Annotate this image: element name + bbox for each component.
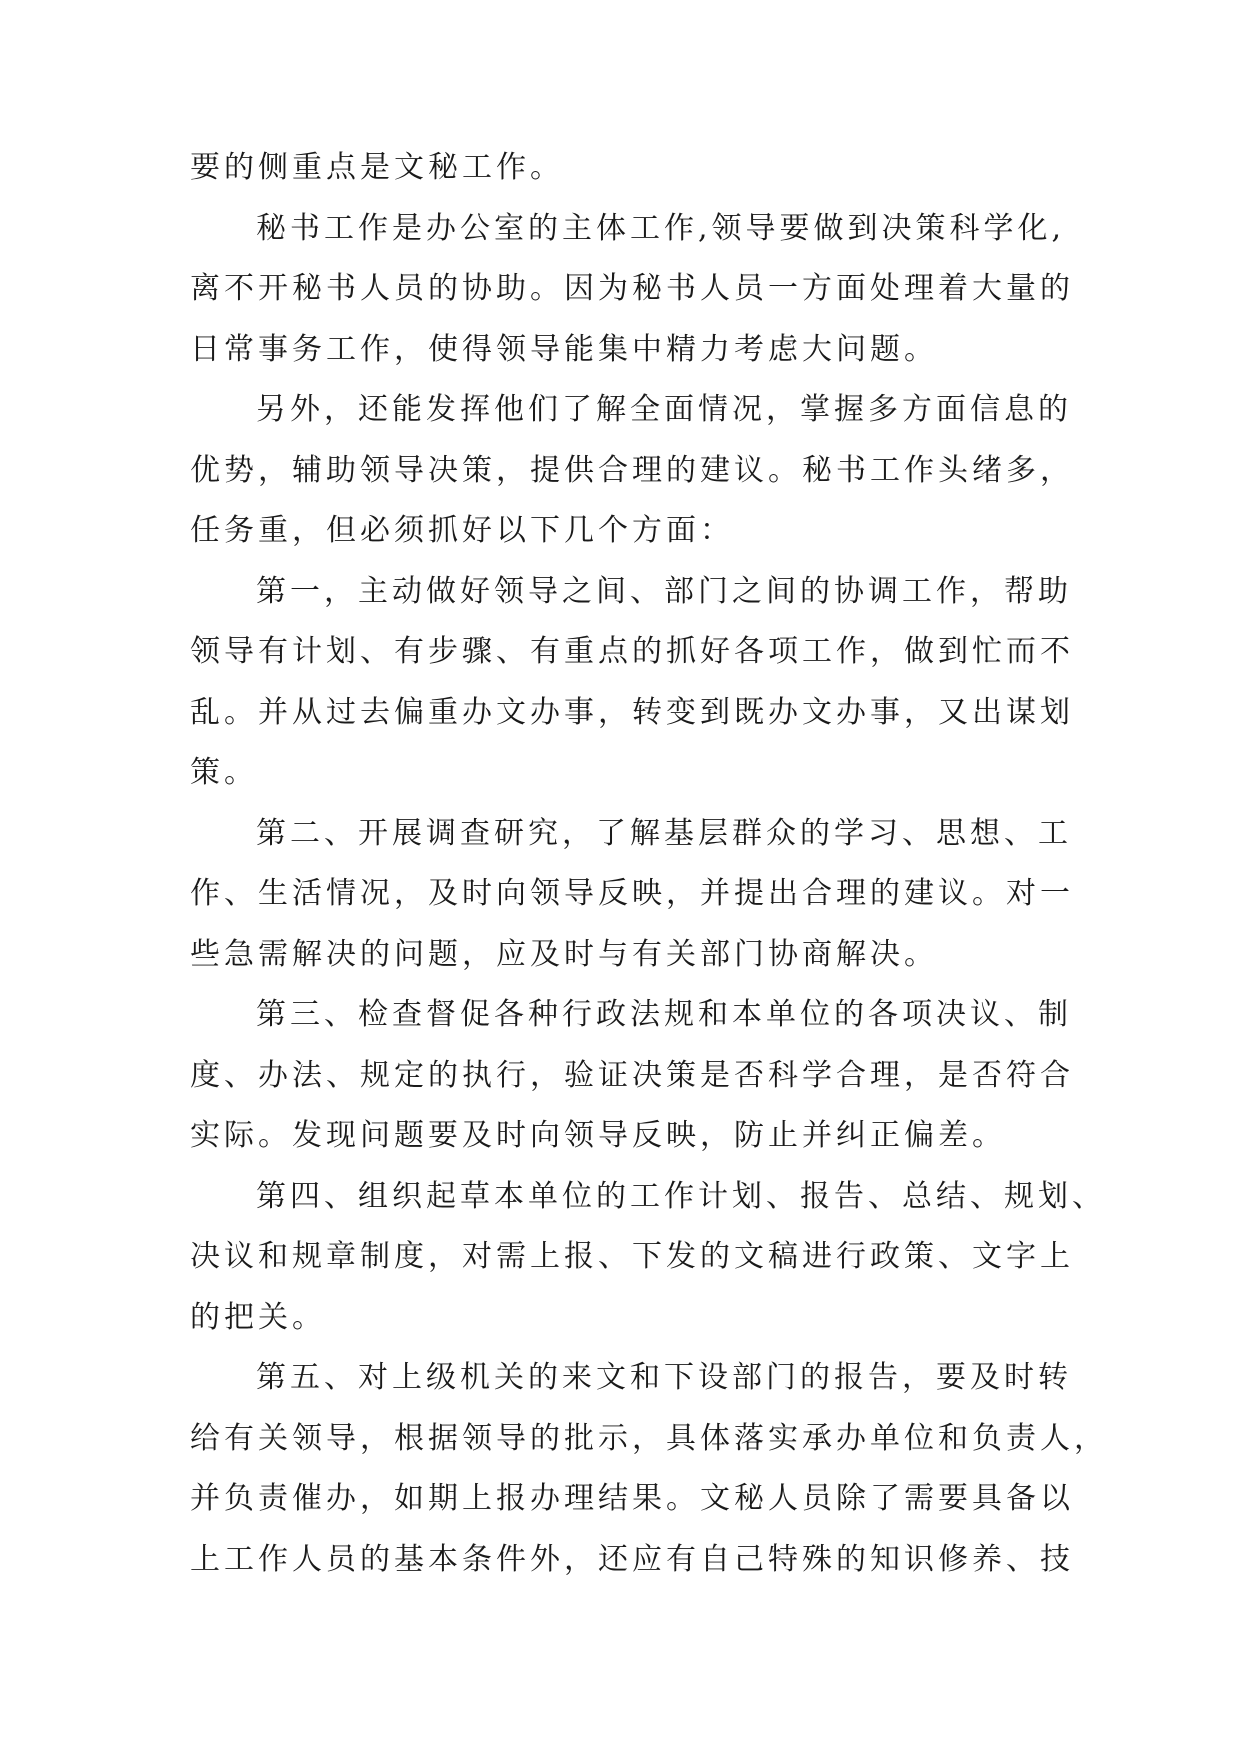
text-line: 策。 xyxy=(190,755,258,790)
text-line: 领导有计划、有步骤、有重点的抓好各项工作，做到忙而不 xyxy=(190,634,1074,669)
paragraph-first-line: 另外，还能发挥他们了解全面情况，掌握多方面信息的 xyxy=(256,392,1072,427)
text-line: 度、办法、规定的执行，验证决策是否科学合理，是否符合 xyxy=(190,1057,1074,1093)
body-text xyxy=(190,138,1108,1590)
text-line: 任务重，但必须抓好以下几个方面： xyxy=(190,513,734,548)
text-line: 决议和规章制度，对需上报、下发的文稿进行政策、文字上 xyxy=(190,1239,1074,1274)
text-line: 要的侧重点是文秘工作。 xyxy=(190,150,564,185)
text-line: 优势，辅助领导决策，提供合理的建议。秘书工作头绪多， xyxy=(190,452,1074,488)
paragraph-first-line: 秘书工作是办公室的主体工作,领导要做到决策科学化, xyxy=(256,210,1066,246)
text-line: 日常事务工作，使得领导能集中精力考虑大问题。 xyxy=(190,331,938,367)
text-line: 并负责催办，如期上报办理结果。文秘人员除了需要具备以 xyxy=(190,1481,1074,1516)
text-line: 上工作人员的基本条件外，还应有自己特殊的知识修养、技 xyxy=(190,1541,1074,1577)
paragraph-first-line: 第四、组织起草本单位的工作计划、报告、总结、规划、 xyxy=(256,1178,1106,1214)
paragraph-first-line: 第三、检查督促各种行政法规和本单位的各项决议、制 xyxy=(256,997,1072,1032)
paragraph-first-line: 第二、开展调查研究，了解基层群众的学习、思想、工 xyxy=(256,815,1072,851)
text-line: 的把关。 xyxy=(190,1299,326,1335)
text-line: 实际。发现问题要及时向领导反映，防止并纠正偏差。 xyxy=(190,1118,1006,1153)
text-line: 些急需解决的问题，应及时与有关部门协商解决。 xyxy=(190,936,938,972)
text-line: 离不开秘书人员的协助。因为秘书人员一方面处理着大量的 xyxy=(190,271,1074,306)
paragraph-first-line: 第五、对上级机关的来文和下设部门的报告，要及时转 xyxy=(256,1360,1072,1395)
text-line: 乱。并从过去偏重办文办事，转变到既办文办事，又出谋划 xyxy=(190,694,1074,730)
text-line: 作、生活情况，及时向领导反映，并提出合理的建议。对一 xyxy=(190,876,1074,911)
text-line: 给有关领导，根据领导的批示，具体落实承办单位和负责人， xyxy=(190,1420,1108,1456)
paragraph-first-line: 第一，主动做好领导之间、部门之间的协调工作，帮助 xyxy=(256,573,1072,609)
